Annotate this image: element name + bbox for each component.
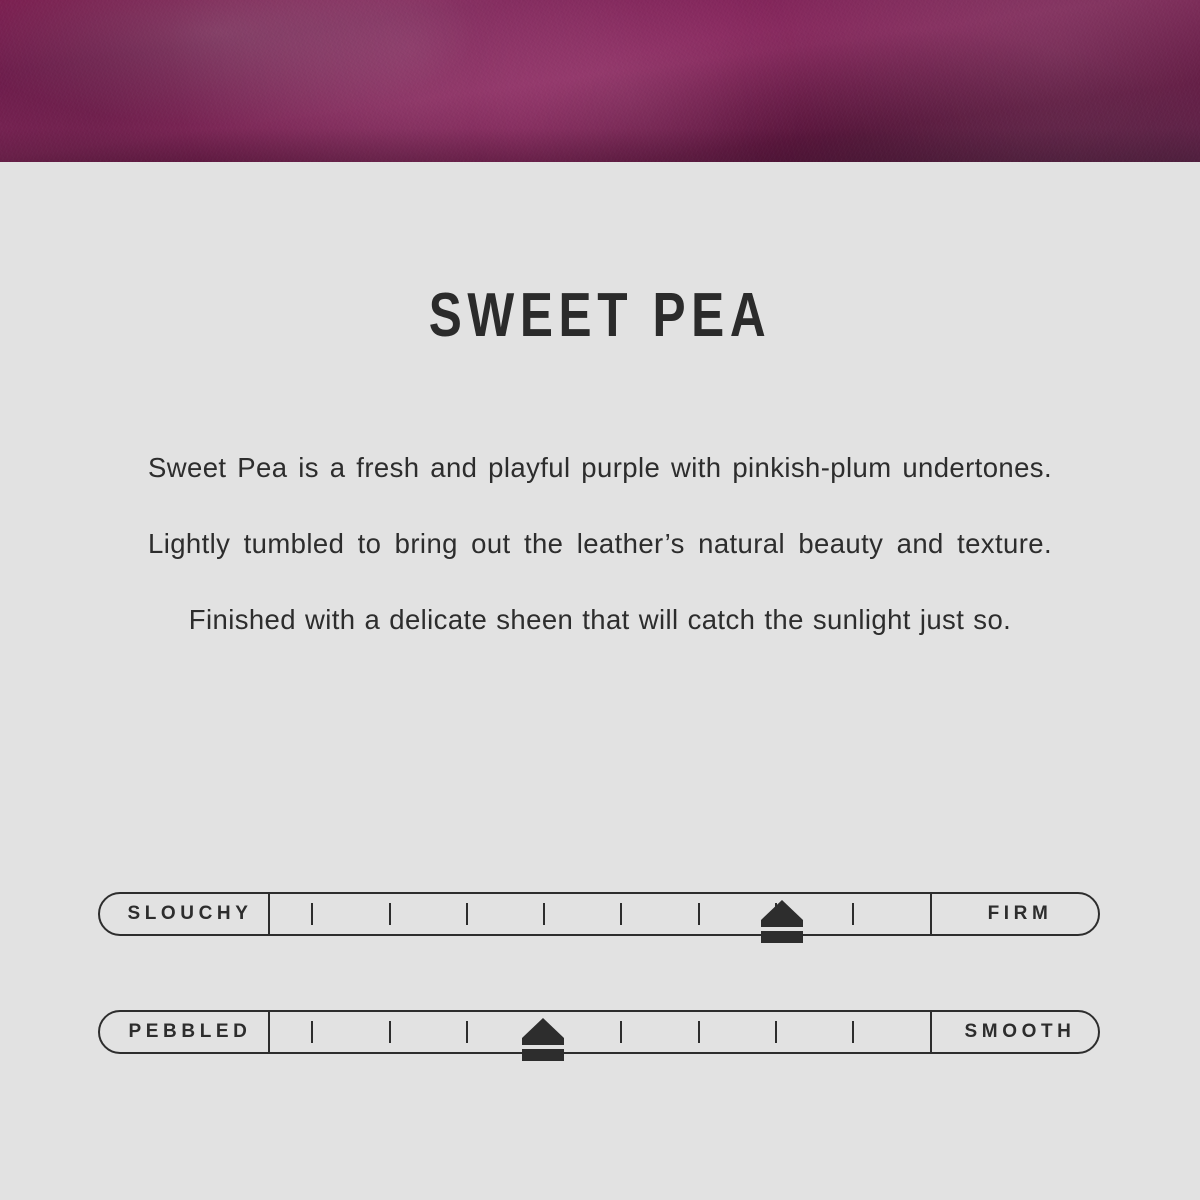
tick-mark: [852, 903, 854, 925]
tick-mark: [311, 903, 313, 925]
scale-structure-ticks: [270, 892, 930, 936]
scale-structure-left-label: SLOUCHY: [98, 892, 270, 936]
leather-swatch: [0, 0, 1200, 162]
scale-texture: [98, 1010, 1102, 1056]
marker-foot: [761, 934, 803, 943]
scale-structure: [98, 892, 1102, 938]
marker-pin-icon: [522, 1018, 564, 1038]
product-info-panel: [0, 162, 1200, 1200]
scale-texture-ticks: [270, 1010, 930, 1054]
tick-mark: [466, 903, 468, 925]
scale-structure-right-label: FIRM: [930, 892, 1102, 936]
tick-mark: [466, 1021, 468, 1043]
tick-mark: [389, 1021, 391, 1043]
marker-slot: [761, 927, 803, 931]
tick-mark: [389, 903, 391, 925]
scale-structure-marker[interactable]: [761, 900, 803, 943]
tick-mark: [620, 903, 622, 925]
marker-slot: [522, 1045, 564, 1049]
product-description: Sweet Pea is a fresh and playful purple with pinkish-plum undertones. Lightly tumbled to bring out the leather’s natural beauty and texture. Finished with a delicate sheen that will catch the sunlight just so.: [148, 452, 1052, 635]
scale-texture-marker[interactable]: [522, 1018, 564, 1061]
marker-foot: [522, 1052, 564, 1061]
scale-texture-left-label: PEBBLED: [98, 1010, 270, 1054]
attribute-scales: [0, 892, 1200, 1056]
tick-mark: [698, 1021, 700, 1043]
tick-mark: [775, 1021, 777, 1043]
marker-pin-icon: [761, 900, 803, 920]
page-title: SWEET PEA: [428, 281, 772, 350]
swatch-bottom-shadow: [0, 128, 1200, 162]
tick-mark: [620, 1021, 622, 1043]
tick-mark: [852, 1021, 854, 1043]
tick-mark: [311, 1021, 313, 1043]
tick-mark: [543, 903, 545, 925]
scale-texture-right-label: SMOOTH: [930, 1010, 1102, 1054]
tick-mark: [698, 903, 700, 925]
